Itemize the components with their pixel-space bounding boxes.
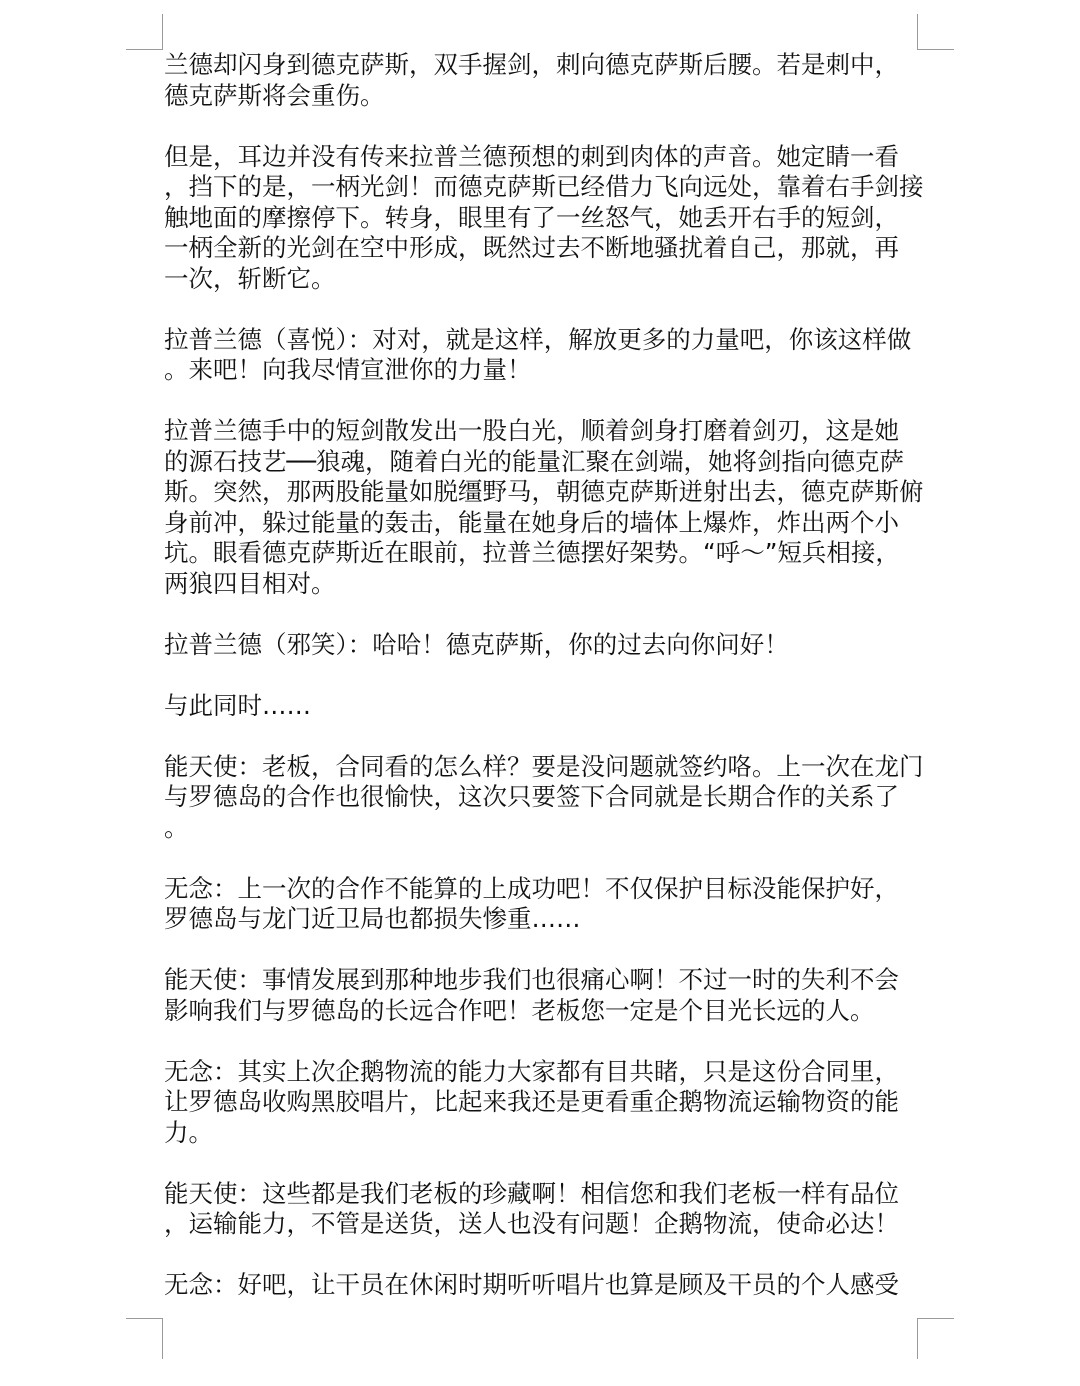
text-line: 两狼四目相对。	[164, 568, 336, 598]
text-line: 力。	[164, 1117, 213, 1147]
paragraph	[164, 630, 922, 661]
text-line: 斯。突然，那两股能量如脱缰野马，朝德克萨斯迸射出去，德克萨斯俯	[164, 477, 924, 506]
crop-mark-top-left	[126, 14, 163, 50]
text-line: 与罗德岛的合作也很愉快，这次只要签下合同就是长期合作的关系了	[164, 782, 899, 811]
text-line: 。	[164, 812, 189, 842]
paragraph	[164, 50, 922, 111]
text-line: 但是，耳边并没有传来拉普兰德预想的刺到肉体的声音。她定睛一看	[164, 141, 899, 171]
text-line: 无念：其实上次企鹅物流的能力大家都有目共睹，只是这份合同里，	[164, 1056, 899, 1086]
text-line: 触地面的摩擦停下。转身，眼里有了一丝怒气，她丢开右手的短剑，	[164, 202, 899, 232]
text-line: 身前冲，躲过能量的轰击，能量在她身后的墙体上爆炸，炸出两个小	[164, 507, 899, 537]
crop-mark-bottom-left	[126, 1318, 163, 1359]
paragraph	[164, 325, 922, 386]
text-line: 能天使：事情发展到那种地步我们也很痛心啊！不过一时的失利不会	[164, 965, 899, 994]
text-line: 罗德岛与龙门近卫局也都损失惨重……	[164, 904, 581, 933]
text-line: 让罗德岛收购黑胶唱片，比起来我还是更看重企鹅物流运输物资的能	[164, 1087, 899, 1116]
crop-mark-bottom-right	[917, 1318, 954, 1359]
text-line: 拉普兰德手中的短剑散发出一股白光，顺着剑身打磨着剑刃，这是她	[164, 416, 899, 445]
text-line: 坑。眼看德克萨斯近在眼前，拉普兰德摆好架势。“呼～”短兵相接，	[164, 538, 900, 567]
text-line: 一柄全新的光剑在空中形成，既然过去不断地骚扰着自己，那就，再	[164, 233, 899, 262]
text-line: ，挡下的是，一柄光剑！而德克萨斯已经借力飞向远处，靠着右手剑接	[164, 172, 924, 201]
text-line: 的源石技艺──狼魂，随着白光的能量汇聚在剑端，她将剑指向德克萨	[164, 446, 904, 476]
document-body	[164, 50, 922, 1331]
paragraph	[164, 142, 922, 295]
text-line: ，运输能力，不管是送货，送人也没有问题！企鹅物流，使命必达！	[164, 1209, 899, 1238]
text-line: 拉普兰德（邪笑）：哈哈！德克萨斯，你的过去向你问好！	[164, 629, 789, 659]
paragraph	[164, 1270, 922, 1301]
paragraph	[164, 691, 922, 722]
paragraph	[164, 752, 922, 844]
paragraph	[164, 1179, 922, 1240]
paragraph	[164, 874, 922, 935]
text-line: 。来吧！向我尽情宣泄你的力量！	[164, 355, 532, 384]
text-line: 能天使：老板，合同看的怎么样？要是没问题就签约咯。上一次在龙门	[164, 751, 924, 781]
paragraph	[164, 416, 922, 599]
text-line: 无念：上一次的合作不能算的上成功吧！不仅保护目标没能保护好，	[164, 873, 899, 903]
text-line: 能天使：这些都是我们老板的珍藏啊！相信您和我们老板一样有品位	[164, 1178, 899, 1208]
text-line: 影响我们与罗德岛的长远合作吧！老板您一定是个目光长远的人。	[164, 995, 875, 1025]
paragraph	[164, 1057, 922, 1149]
text-line: 拉普兰德（喜悦）：对对，就是这样，解放更多的力量吧，你该这样做	[164, 324, 912, 354]
paragraph	[164, 965, 922, 1026]
text-line: 一次，斩断它。	[164, 263, 336, 293]
text-line: 无念：好吧，让干员在休闲时期听听唱片也算是顾及干员的个人感受	[164, 1270, 899, 1299]
text-line: 兰德却闪身到德克萨斯，双手握剑，刺向德克萨斯后腰。若是刺中，	[164, 50, 899, 79]
crop-mark-top-right	[917, 14, 954, 50]
text-line: 德克萨斯将会重伤。	[164, 80, 385, 110]
text-line: 与此同时……	[164, 690, 311, 720]
